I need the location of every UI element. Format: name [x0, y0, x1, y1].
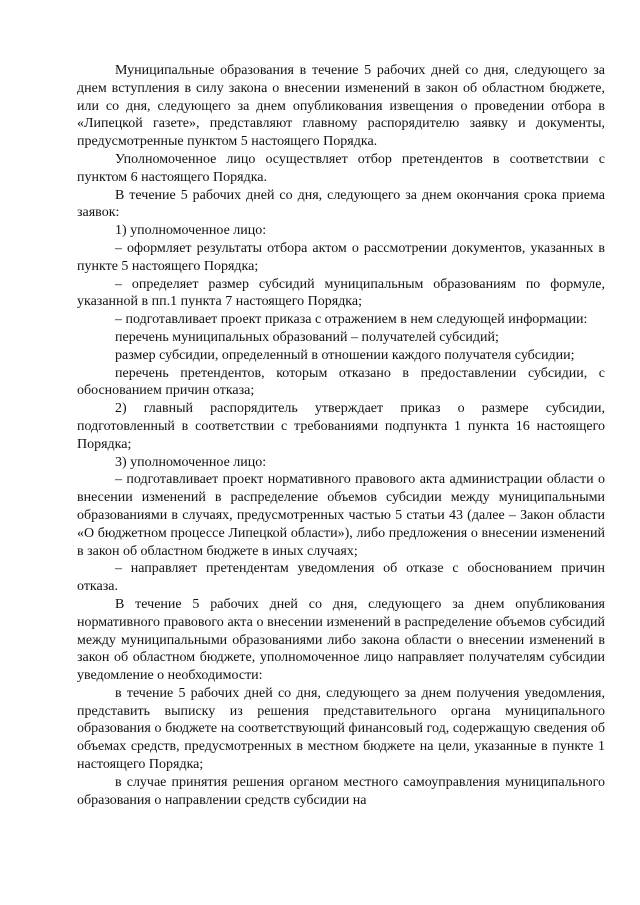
paragraph-item-3-refusal: – направляет претендентам уведомления об отказе с обоснованием причин отказа.	[77, 561, 605, 595]
paragraph-extract: в течение 5 рабочих дней со дня, следующего за днем получения уведомления, представить выписку из решения представительного органа муниципального образования о бюджете на соответствующий финансовый год, содержащую сведения об объемах средств, предусмотренных в местном бюджете на цели, указанные в пункте 1 настоящего Порядка;	[77, 685, 605, 773]
paragraph-notification: В течение 5 рабочих дней со дня, следующего за днем опубликования нормативного правового акта о внесении изменений в распределение объемов субсидий между муниципальными образованиями либо закона области о внесении изменений в закон об областном бюджете, уполномоченное лицо направляет получателям субсидии уведомление о необходимости:	[77, 596, 605, 684]
paragraph-item-3-draft-act: – подготавливает проект нормативного правового акта администрации области о внесении изменений в распределение объемов субсидии между муниципальными образованиями в случаях, предусмотренных частью 5 статьи 43 (далее – Закон области «О бюджетном процессе Липецкой области»), либо предложения о внесении изменений в закон об областном бюджете в иных случаях;	[77, 472, 605, 559]
paragraph-item-1-act: – оформляет результаты отбора актом о рассмотрении документов, указанных в пункте 5 настоящего Порядка;	[77, 240, 605, 274]
paragraph-refused-list: перечень претендентов, которым отказано в предоставлении субсидии, с обоснованием причин отказа;	[77, 365, 605, 399]
paragraph-recipients-list: перечень муниципальных образований – получателей субсидий;	[115, 329, 499, 345]
paragraph-selection: Уполномоченное лицо осуществляет отбор претендентов в соответствии с пунктом 6 настоящего Порядка.	[77, 151, 605, 185]
paragraph-submission-deadline: Муниципальные образования в течение 5 рабочих дней со дня, следующего за днем вступления в силу закона о внесении изменений в закон об областном бюджете, или со дня, следующего за днем опубликования извещения о проведении отбора в «Липецкой газете», представляют главному распорядителю заявку и документы, предусмотренные пунктом 5 настоящего Порядка.	[77, 63, 605, 150]
document-page	[77, 62, 605, 809]
paragraph-item-1-amount: – определяет размер субсидий муниципальным образованиям по формуле, указанной в пп.1 пункта 7 настоящего Порядка;	[77, 276, 605, 310]
paragraph-decision: в случае принятия решения органом местного самоуправления муниципального образования о направлении средств субсидии на	[77, 774, 605, 808]
paragraph-subsidy-size: размер субсидии, определенный в отношении каждого получателя субсидии;	[115, 347, 575, 363]
paragraph-item-2: 2) главный распорядитель утверждает приказ о размере субсидии, подготовленный в соответствии с требованиями подпункта 1 пункта 16 настоящего Порядка;	[77, 401, 605, 452]
paragraph-within-5-days: В течение 5 рабочих дней со дня, следующего за днем окончания срока приема заявок:	[77, 187, 605, 221]
paragraph-item-1-order: – подготавливает проект приказа с отражением в нем следующей информации:	[115, 312, 588, 328]
paragraph-item-1: 1) уполномоченное лицо:	[115, 223, 267, 239]
paragraph-item-3: 3) уполномоченное лицо:	[115, 454, 267, 470]
